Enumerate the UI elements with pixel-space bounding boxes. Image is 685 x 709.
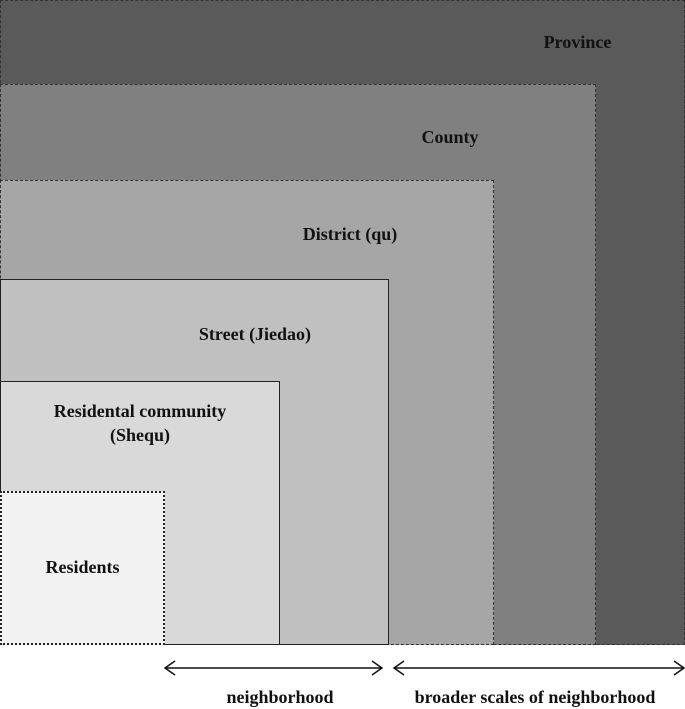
broader-scale-label: broader scales of neighborhood <box>414 687 656 707</box>
broader-arrow <box>394 661 684 675</box>
county-label: County <box>421 127 479 147</box>
community-label <box>20 399 260 447</box>
community-label-line2: (Shequ) <box>109 425 171 445</box>
street-label: Street (Jiedao) <box>198 324 312 344</box>
residents-label: Residents <box>45 557 120 577</box>
scale-arrows <box>0 650 685 686</box>
neighborhood-scale-label: neighborhood <box>226 687 334 707</box>
community-label-line1: Residental community <box>53 401 227 421</box>
province-label: Province <box>543 32 612 52</box>
neighborhood-arrow <box>165 661 382 675</box>
district-label: District (qu) <box>302 224 398 244</box>
